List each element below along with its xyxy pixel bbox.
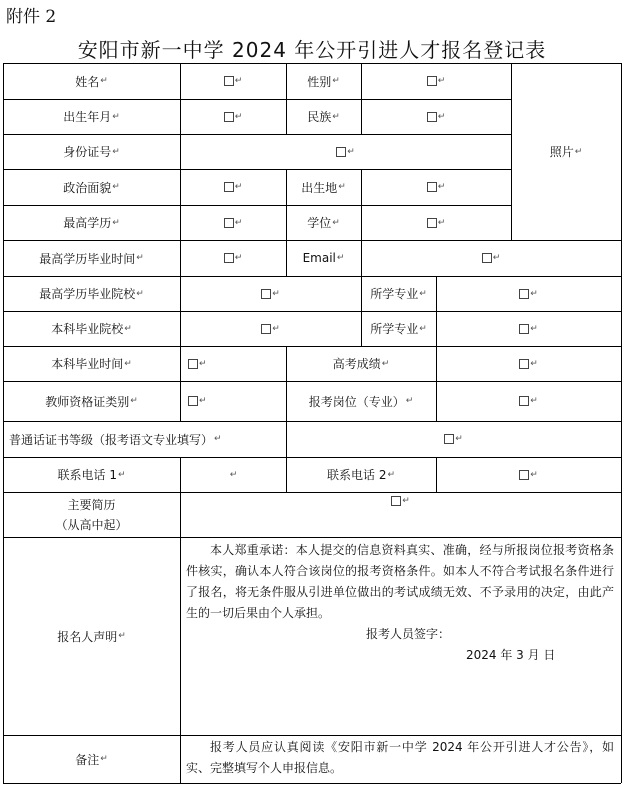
- label-remarks: 备注 ↵: [75, 752, 108, 767]
- checkbox-icon: [261, 324, 271, 334]
- label-email: Email ↵: [302, 251, 345, 265]
- input-name[interactable]: ↵: [180, 63, 286, 99]
- declaration-date: 2024 年 3 月 日: [466, 648, 556, 662]
- label-phone-2: 联系电话 2 ↵: [327, 468, 395, 482]
- checkbox-icon: [224, 76, 234, 86]
- label-grad-school: 最高学历毕业院校 ↵: [39, 287, 144, 301]
- checkbox-icon: [336, 147, 346, 157]
- input-degree[interactable]: ↵: [361, 205, 511, 240]
- input-resume[interactable]: ↵: [180, 492, 621, 537]
- checkbox-icon: [188, 359, 198, 369]
- input-id-number[interactable]: ↵: [180, 134, 511, 169]
- input-cert-type[interactable]: ↵: [180, 381, 286, 421]
- label-phone-1: 联系电话 1 ↵: [57, 468, 126, 482]
- label-major-2: 所学专业 ↵: [370, 322, 427, 336]
- label-birthplace: 出生地 ↵: [301, 180, 346, 195]
- input-ethnicity[interactable]: ↵: [361, 99, 511, 134]
- checkbox-icon: [482, 253, 492, 263]
- input-gender[interactable]: ↵: [361, 63, 511, 99]
- checkbox-icon: [519, 470, 529, 480]
- label-mandarin: 普通话证书等级（报考语文专业填写） ↵: [9, 432, 222, 447]
- input-major-2[interactable]: ↵: [436, 311, 621, 346]
- input-gaokao[interactable]: ↵: [436, 346, 621, 381]
- input-bachelor-time[interactable]: ↵: [180, 346, 286, 381]
- label-major-1: 所学专业 ↵: [370, 287, 427, 301]
- input-email[interactable]: ↵: [361, 240, 621, 276]
- label-degree: 学位 ↵: [307, 216, 340, 230]
- declaration-text: 本人郑重承诺：本人提交的信息资料真实、准确，经与所报岗位报考资格条件核实，确认本人符合该岗位的报考资格条件。如本人不符合考试报名条件进行了报名，将无条件服从引进单位做出的考试成绩无效、不予录用的决定，由此产生的一切后果由个人承担。: [186, 543, 614, 620]
- remarks-text: 报考人员应认真阅读《安阳市新一中学 2024 年公开引进人才公告》，如实、完整填写个人申报信息。: [186, 740, 614, 775]
- input-birth[interactable]: ↵: [180, 99, 286, 134]
- signature-label: 报考人员签字：: [366, 627, 451, 641]
- checkbox-icon: [444, 434, 454, 444]
- label-cert-type: 教师资格证类别 ↵: [45, 394, 138, 409]
- checkbox-icon: [519, 289, 529, 299]
- label-declaration: 报名人声明 ↵: [57, 629, 126, 644]
- input-phone-1[interactable]: ↵: [229, 469, 238, 480]
- checkbox-icon: [519, 396, 529, 406]
- input-grad-time[interactable]: ↵: [180, 240, 286, 276]
- input-political[interactable]: ↵: [180, 169, 286, 205]
- checkbox-icon: [224, 112, 234, 122]
- checkbox-icon: [224, 218, 234, 228]
- checkbox-icon: [427, 112, 437, 122]
- label-resume: 主要简历 （从高中起）: [55, 497, 128, 532]
- input-phone-2[interactable]: ↵: [436, 457, 621, 492]
- input-position[interactable]: ↵: [436, 381, 621, 421]
- input-bachelor-school[interactable]: ↵: [180, 311, 361, 346]
- page-title: 安阳市新一中学 2024 年公开引进人才报名登记表: [77, 38, 547, 62]
- checkbox-icon: [224, 253, 234, 263]
- attachment-label: 附件 2: [6, 7, 57, 27]
- checkbox-icon: [427, 218, 437, 228]
- checkbox-icon: [519, 359, 529, 369]
- label-gender: 性别 ↵: [307, 74, 340, 89]
- checkbox-icon: [391, 496, 401, 506]
- label-bachelor-time: 本科毕业时间 ↵: [51, 357, 132, 371]
- label-bachelor-school: 本科毕业院校 ↵: [51, 322, 132, 336]
- checkbox-icon: [188, 396, 198, 406]
- input-major-1[interactable]: ↵: [436, 276, 621, 311]
- input-education[interactable]: ↵: [180, 205, 286, 240]
- label-ethnicity: 民族 ↵: [307, 110, 340, 124]
- input-birthplace[interactable]: ↵: [361, 169, 511, 205]
- label-birth: 出生年月 ↵: [63, 110, 120, 124]
- photo-cell[interactable]: 照片 ↵: [549, 145, 583, 159]
- label-grad-time: 最高学历毕业时间 ↵: [39, 251, 144, 266]
- label-education: 最高学历 ↵: [63, 216, 120, 230]
- checkbox-icon: [427, 76, 437, 86]
- checkbox-icon: [224, 182, 234, 192]
- checkbox-icon: [261, 289, 271, 299]
- label-gaokao: 高考成绩 ↵: [332, 357, 390, 371]
- label-political: 政治面貌 ↵: [63, 180, 120, 195]
- input-mandarin[interactable]: ↵: [286, 421, 621, 457]
- label-position: 报考岗位（专业） ↵: [308, 394, 414, 409]
- input-grad-school[interactable]: ↵: [180, 276, 361, 311]
- checkbox-icon: [519, 324, 529, 334]
- label-name: 姓名 ↵: [75, 74, 108, 89]
- checkbox-icon: [427, 182, 437, 192]
- label-id-number: 身份证号 ↵: [63, 145, 120, 159]
